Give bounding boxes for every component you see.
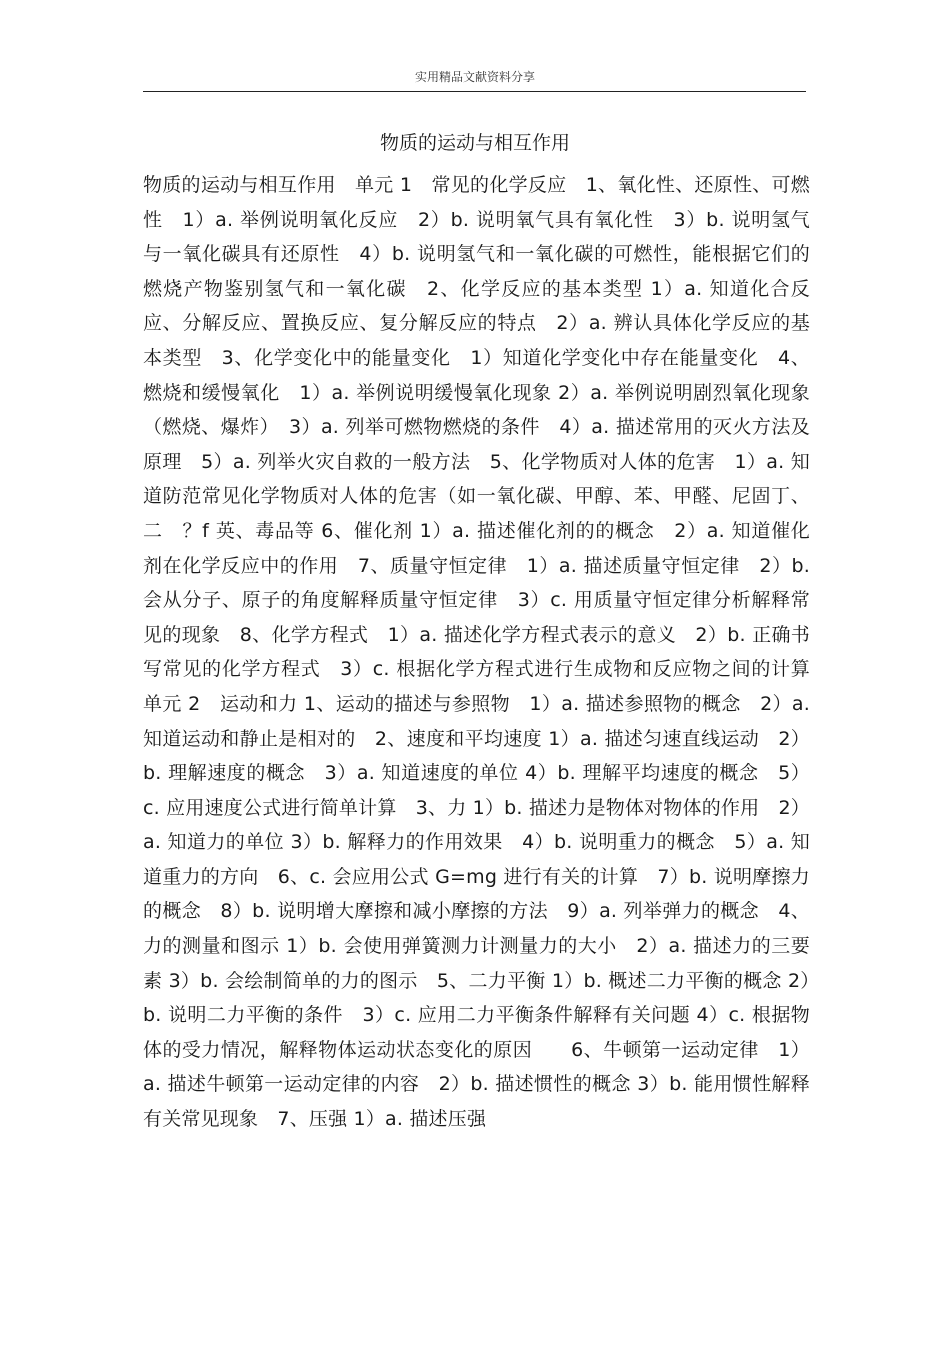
document-body: 物质的运动与相互作用 单元 1 常见的化学反应 1、氧化性、还原性、可燃性 1）a. 举例说明氧化反应 2）b. 说明氧气具有氧化性 3）b. 说明氢气与一氧化碳具有还原性 4）b. 说明氢气和一氧化碳的可燃性，能根据它们的燃烧产物鉴别氢气和一氧化碳 2、化学反应的基本类型 1）a. 知道化合反应、分解反应、置换反应、复分解反应的特点 2）a. 辨认具体化学反应的基本类型 3、化学变化中的能量变化 1）知道化学变化中存在能量变化 4、燃烧和缓慢氧化 1）a. 举例说明缓慢氧化现象 2）a. 举例说明剧烈氧化现象（燃烧、爆炸） 3）a. 列举可燃物燃烧的条件 4）a. 描述常用的灭火方法及原理 5）a. 列举火灾自救的一般方法 5、化学物质对人体的危害 1）a. 知道防范常见化学物质对人体的危害（如一氧化碳、甲醇、苯、甲醛、尼固丁、二 ？f 英、毒品等 6、催化剂 1）a. 描述催化剂的的概念 2）a. 知道催化剂在化学反应中的作用 7、质量守恒定律 1）a. 描述质量守恒定律 2）b. 会从分子、原子的角度解释质量守恒定律 3）c. 用质量守恒定律分析解释常见的现象 8、化学方程式 1）a. 描述化学方程式表示的意义 2）b. 正确书写常见的化学方程式 3）c. 根据化学方程式进行生成物和反应物之间的计算 单元 2 运动和力 1、运动的描述与参照物 1）a. 描述参照物的概念 2）a. 知道运动和静止是相对的 2、速度和平均速度 1）a. 描述匀速直线运动 2）b. 理解速度的概念 3）a. 知道速度的单位 4）b. 理解平均速度的概念 5）c. 应用速度公式进行简单计算 3、力 1）b. 描述力是物体对物体的作用 2）a. 知道力的单位 3）b. 解释力的作用效果 4）b. 说明重力的概念 5）a. 知道重力的方向 6、c. 会应用公式 G=mg 进行有关的计算 7）b. 说明摩擦力的概念 8）b. 说明增大摩擦和减小摩擦的方法 9）a. 列举弹力的概念 4、力的测量和图示 1）b. 会使用弹簧测力计测量力的大小 2）a. 描述力的三要素 3）b. 会绘制简单的力的图示 5、二力平衡 1）b. 概述二力平衡的概念 2）b. 说明二力平衡的条件 3）c. 应用二力平衡条件解释有关问题 4）c. 根据物体的受力情况，解释物体运动状态变化的原因 6、牛顿第一运动定律 1）a. 描述牛顿第一运动定律的内容 2）b. 描述惯性的概念 3）b. 能用惯性解释有关常见现象 7、压强 1）a. 描述压强 bbox=[143, 174, 830, 1131]
header-divider bbox=[143, 91, 806, 92]
document-title: 物质的运动与相互作用 bbox=[379, 132, 570, 154]
page-header: 实用精品文献资料分享 bbox=[414, 70, 535, 84]
